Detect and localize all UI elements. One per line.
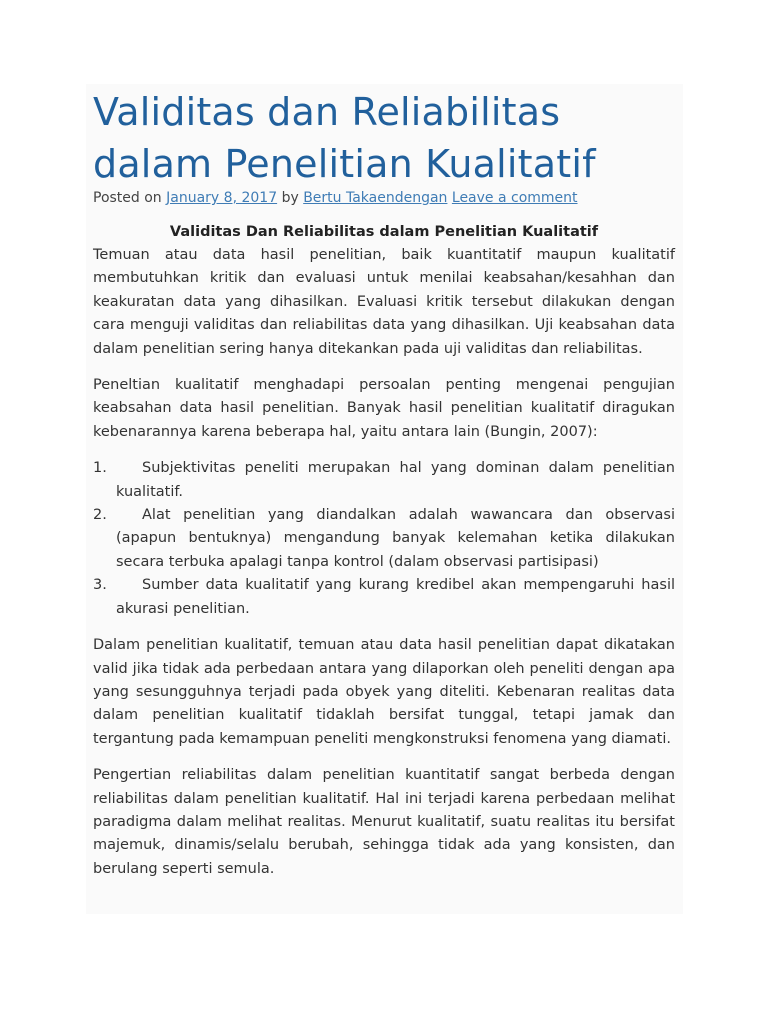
paragraph: Temuan atau data hasil penelitian, baik kuantitatif maupun kualitatif membutuhkan kritik dan evaluasi untuk menilai keabsahan/kesahhan dan keakuratan data yang dihasilkan. Evaluasi kritik tersebut dilakukan dengan cara menguji validitas dan reliabilitas data yang dihasilkan. Uji keabsahan data dalam penelitian sering hanya ditekankan pada uji validitas dan reliabilitas. xyxy=(93,247,675,357)
list-number: 2. xyxy=(93,507,107,524)
list-text: Sumber data kualitatif yang kurang kredibel akan mempengaruhi hasil akurasi penelitian. xyxy=(116,577,675,617)
list-number: 3. xyxy=(93,577,107,594)
paragraph: Dalam penelitian kualitatif, temuan atau data hasil penelitian dapat dikatakan valid jika tidak ada perbedaan antara yang dilaporkan oleh peneliti dengan apa yang sesungguhnya terjadi pada obyek yang diteliti. Kebenaran realitas data dalam penelitian kualitatif tidaklah bersifat tunggal, tetapi jamak dan tergantung pada kemampuan peneliti mengkonstruksi fenomena yang diamati. xyxy=(93,637,675,747)
post-meta xyxy=(93,188,675,208)
list-text: Subjektivitas peneliti merupakan hal yang dominan dalam penelitian kualitatif. xyxy=(116,460,675,500)
article xyxy=(93,86,675,894)
paragraph: Pengertian reliabilitas dalam penelitian kuantitatif sangat berbeda dengan reliabilitas dalam penelitian kualitatif. Hal ini terjadi karena perbedaan melihat paradigma dalam melihat realitas. Menurut kualitatif, suatu realitas itu bersifat majemuk, dinamis/selalu berubah, sehingga tidak ada yang konsisten, dan berulang seperti semula. xyxy=(93,767,675,877)
post-date-link[interactable]: January 8, 2017 xyxy=(166,190,278,206)
leave-comment-link[interactable]: Leave a comment xyxy=(451,190,578,206)
posted-on-label: Posted on xyxy=(93,190,162,206)
list-text: Alat penelitian yang diandalkan adalah wawancara dan observasi (apapun bentuknya) mengandung banyak kelemahan ketika dilakukan secara terbuka apalagi tanpa kontrol (dalam observasi partisipasi) xyxy=(116,507,675,570)
numbered-list xyxy=(93,457,675,621)
author-link[interactable]: Bertu Takaendengan xyxy=(303,190,448,206)
list-item xyxy=(93,574,675,621)
list-item xyxy=(93,457,675,504)
article-subtitle: Validitas Dan Reliabilitas dalam Penelitian Kualitatif xyxy=(169,224,599,240)
list-number: 1. xyxy=(93,460,107,477)
paragraph: Peneltian kualitatif menghadapi persoalan penting mengenai pengujian keabsahan data hasil penelitian. Banyak hasil penelitian kualitatif diragukan kebenarannya karena beberapa hal, yaitu antara lain (Bungin, 2007): xyxy=(93,377,675,440)
list-item xyxy=(93,504,675,574)
by-label: by xyxy=(281,190,299,206)
article-title: Validitas dan Reliabilitas dalam Penelitian Kualitatif xyxy=(93,90,596,186)
